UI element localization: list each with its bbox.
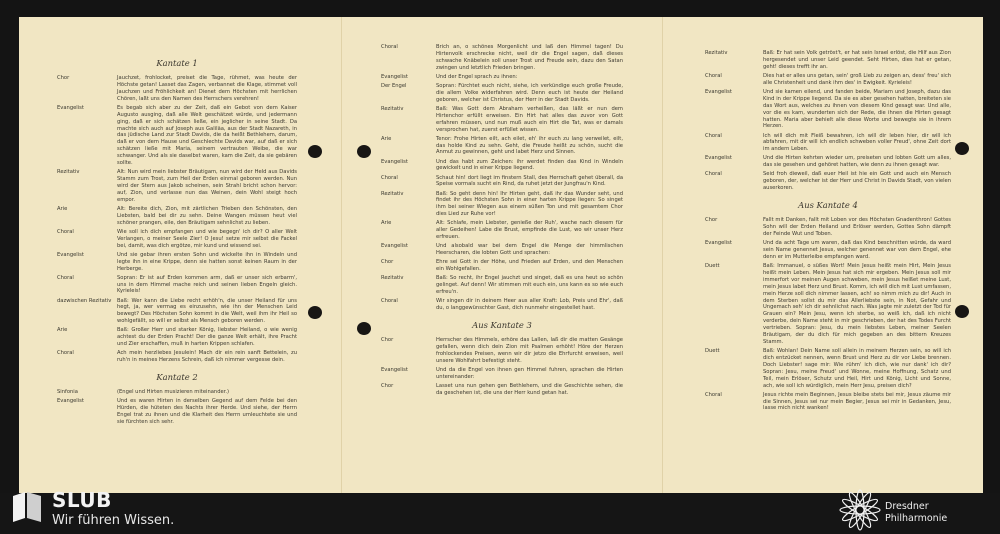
libretto-text: Sopran: Er ist auf Erden kommen arm, daß er unser sich erbarm', uns in dem Himmel mache reich und seinen lieben Engeln gleich. Kyrieleis! [117,274,297,295]
libretto-text: Alt: Nun wird mein liebster Bräutigam, nun wird der Held aus Davids Stamm zum Trost, zum Heil der Erden einmal geboren werden. Nun wird der Stern aus Jakob scheinen, sein Strahl bricht schon hervor: auf, Zion, und verlasse nun das Weinen, dein Wohl steigt hoch empor. [117,169,297,203]
voice-label: Choral [381,44,398,50]
voice-label: Choral [381,174,398,181]
voice-label: Choral [705,391,722,398]
libretto-entry [381,74,623,81]
libretto-entry [705,240,951,261]
voice-label: Evangelist [381,158,408,165]
voice-label: Arie [381,220,392,227]
libretto-entry [705,392,951,413]
libretto-entry [57,206,297,227]
voice-label: Choral [57,228,74,235]
slub-book-icon [9,486,45,526]
libretto-entry [705,155,951,169]
program-sheet [19,17,983,493]
libretto-entry [57,105,297,167]
voice-label: Rezitativ [381,190,404,197]
libretto-entry [57,75,297,103]
voice-label: Choral [705,132,722,139]
libretto-text: Jauchzet, frohlocket, preiset die Tage, rühmet, was heute der Höchste getan! Lasset das Zagen, verbannet die Klage, stimmet voll Jauchzen und Fröhlichkeit an! Dienet dem Höchsten mit herrlichen Chören, laßt uns den Namen des Herrschers verehren! [117,75,297,102]
libretto-entry [705,133,951,154]
voice-label: Chor [381,336,394,343]
voice-label: Choral [705,171,722,178]
philharmonie-name-line1: Dresdner [885,501,929,512]
libretto-text: Baß: Immanuel, o süßes Wort! Mein Jesus heißt mein Hirt, Mein Jesus heißt mein Leben. Mein Jesus hat sich mir ergeben. Mein Jesus soll mir immerfort vor meinen Augen schweben, mein Jesus heißet meine Lust, mein Jesus labet Herz und Brust. Komm, ich will dich mit Lust umfassen, mein Herze soll dich nimmer lassen, ach! so nimm mich zu dir! Auch in dem Sterben sollst du mir das Allerliebste sein, in Not, Gefahr und Ungemach seh' ich dir sehnlichst nach. Was jagte mir zuletzt der Tod für Grauen ein? Mein Jesu, wenn ich sterbe, so weiß ich, daß ich nicht verderbe, dein Name steht in mir geschrieben, der hat des Todes Furcht vertrieben. Sopran: Jesu, du mein liebstes Leben, meiner Seelen Bräutigam, der du dich für mich gegeben an des bittern Kreuzes Stamm. [763,262,951,345]
punch-hole [308,306,322,319]
libretto-text: Und die Hirten kehrten wieder um, preiseten und lobten Gott um alles, das sie gesehen und gehöret hatten, wie denn zu ihnen gesagt war. [763,155,951,169]
voice-label: Rezitativ [57,169,80,176]
libretto-text: Baß: So geht denn hin! Ihr Hirten geht, daß ihr das Wunder seht, und findet ihr des Höchsten Sohn in einer harten Krippe liegen: So singet ihm bei seiner Wiegen aus einem süßen Ton und mit gesamtem Chor dies Lied zur Ruhe vor! [436,190,623,218]
libretto-text: Ach mein herzliebes Jesulein! Mach dir ein rein sanft Bettelein, zu ruh'n in meines Herzens Schrein, daß ich nimmer vergesse dein. [117,350,297,364]
punch-hole [308,145,322,158]
libretto-entry [381,191,623,219]
voice-label: Choral [57,274,74,281]
libretto-entry [381,337,623,365]
punch-hole [955,305,969,318]
voice-label: Evangelist [381,243,408,250]
libretto-text: Baß: Was Gott dem Abraham verheißen, das läßt er nun dem Hirtenchor erfüllt erweisen. Ein Hirt hat alles das zuvor von Gott erfahren müssen, und nun muß auch ein Hirt die Tat, was er damals versprochen hat, zuerst erfüllet wissen. [436,105,623,133]
philharmonie-name-line2: Philharmonie [885,513,948,524]
libretto-text: Fallt mit Danken, fallt mit Loben vor des Höchsten Gnadenthron! Gottes Sohn will der Erden Heiland und Erlöser werden, Gottes Sohn dämpft der Feinde Wut und Toben. [763,217,951,237]
section-heading: Aus Kantate 4 [798,200,858,211]
libretto-text: Baß: Großer Herr und starker König, liebster Heiland, o wie wenig achtest du der Erden Pracht! Der die ganze Welt erhält, ihre Pracht und Zier erschaffen, muß in harten Krippen schlafen. [117,327,297,348]
slub-name: SLUB [52,488,112,512]
libretto-entry [381,259,623,273]
libretto-text: Und da acht Tage um waren, daß das Kind beschnitten würde, da ward sein Name genennet Jesus, welcher genennet war von dem Engel, ehe denn er im Mutterleibe empfangen ward. [763,240,951,260]
libretto-text: Ehre sei Gott in der Höhe, und Frieden auf Erden, und den Menschen ein Wohlgefallen. [436,259,623,273]
libretto-entry [57,327,297,348]
libretto-text: Und es waren Hirten in derselben Gegend auf dem Felde bei den Hürden, die hüteten des Nachts ihrer Herde. Und siehe, der Herrn Engel trat zu ihnen und die Klarheit des Herrn umleuchtete sie und sie fürchten sich sehr. [117,398,297,425]
libretto-entry [57,229,297,250]
libretto-entry [705,89,951,130]
voice-label: Arie [381,135,392,142]
libretto-entry [381,44,623,72]
voice-label: Evangelist [57,398,84,405]
libretto-entry [57,389,297,396]
voice-label: Evangelist [381,73,408,80]
libretto-entry [705,171,951,192]
libretto-entry [381,383,623,397]
voice-label: Der Engel [381,82,407,89]
voice-label: Choral [57,350,74,357]
libretto-entry [57,275,297,296]
libretto-entry [381,220,623,241]
libretto-text: Wir singen dir in deinem Heer aus aller Kraft: Lob, Preis und Ehr', daß du, o langgewünschter Gast, dich nunmehr eingestellet hast. [436,298,623,312]
voice-label: Arie [57,205,68,212]
fold-line [662,17,663,493]
libretto-text: Jesus richte mein Beginnen, Jesus bleibe stets bei mir, Jesus zäume mir die Sinnen, Jesus sei nur mein Begier, Jesus sei mir in Gedanken, Jesu, lasse mich nicht wanken! [763,391,951,412]
section-heading: Kantate 2 [156,372,198,383]
libretto-entry [381,175,623,189]
libretto-entry [381,159,623,173]
voice-label: Evangelist [57,251,84,258]
libretto-text: Baß: Wer kann die Liebe recht erhöh'n, die unser Heiland für uns hegt, ja, wer vermag es einzusehn, wie ihn der Menschen Leid bewegt? Des Höchsten Sohn kommt in die Welt, weil ihm ihr Heil so wohlgefällt, so will er selbst als Mensch geboren werden. [117,297,297,325]
voice-label: Evangelist [705,88,732,95]
voice-label: Choral [381,298,398,305]
libretto-entry [705,73,951,87]
libretto-entry [705,263,951,346]
libretto-entry [381,298,623,312]
libretto-text: Und das habt zum Zeichen: ihr werdet finden das Kind in Windeln gewickelt und in einer Krippe liegend. [436,158,623,172]
libretto-entry [705,348,951,389]
voice-label: dazwischen Rezitativ [57,297,112,304]
libretto-text: Wie soll ich dich empfangen und wie begegn' ich dir? O aller Welt Verlangen, o meiner Seele Zier! O Jesu! setze mir selbst die Fackel bei, damit, was dich ergötze, mir kund und wissend sei. [117,228,297,249]
voice-label: Choral [705,72,722,79]
voice-label: Arie [57,327,68,334]
libretto-text: Brich an, o schönes Morgenlicht und laß den Himmel tagen! Du Hirtenvolk erschrecke nicht, weil dir die Engel sagen, daß dieses schwache Knäbelein soll unser Trost und Freude sein, dazu den Satan zwingen und letztlich Frieden bringen. [436,44,623,71]
fold-line [341,17,342,493]
libretto-text: Und der Engel sprach zu ihnen: [436,73,518,80]
voice-label: Rezitativ [381,275,404,282]
libretto-text: Ich will dich mit Fleiß bewahren, ich will dir leben hier, dir will ich abfahren, mit dir will ich endlich schweben voller Freud', ohne Zeit dort im andern Leben. [763,132,951,153]
libretto-entry [57,398,297,426]
libretto-text: Und sie kamen eilend, und fanden beide, Mariam und Joseph, dazu das Kind in der Krippe liegend. Da sie es aber gesehen hatten, breiteten sie das Wort aus, welches zu ihnen von diesem Kind gesagt war. Und alle, vor die es kam, wunderten sich der Rede, die ihnen die Hirten gesagt hatten. Maria aber behielt alle diese Worte und bewegte sie in ihrem Herzen. [763,88,951,130]
libretto-entry [57,169,297,204]
libretto-text: Baß: Er hat sein Volk getröst't, er hat sein Israel erlöst, die Hilf aus Zion hergesendet und unser Leid geendet. Seht Hirten, dies hat er getan, geht! dieses trefft ihr an. [763,50,951,70]
voice-label: Evangelist [57,104,84,111]
libretto-entry [381,367,623,381]
libretto-text: Sopran: Fürchtet euch nicht, siehe, ich verkündige euch große Freude, die allem Volke widerfahren wird. Denn euch ist heute der Heiland geboren, welcher ist Christus, der Herr in der Stadt Davids. [436,82,623,103]
voice-label: Chor [57,75,70,81]
punch-hole [955,142,969,155]
voice-label: Evangelist [381,366,408,373]
punch-hole [357,145,371,158]
libretto-entry [381,83,623,104]
libretto-text: Alt: Bereite dich, Zion, mit zärtlichen Trieben den Schönsten, den Liebsten, bald bei dir zu sehn. Deine Wangen müssen heut viel schöner prangen, eile, den Bräutigam sehnlichst zu lieben. [117,205,297,226]
voice-label: Chor [381,259,394,266]
libretto-text: Seid froh dieweil, daß euer Heil ist hie ein Gott und auch ein Mensch geboren, der, welcher ist der Herr und Christ in Davids Stadt, von vielen auserkoren. [763,171,951,192]
libretto-entry [381,106,623,134]
voice-label: Evangelist [705,155,732,162]
text-column-right [705,50,951,415]
libretto-text: Dies hat er alles uns getan, sein' groß Lieb zu zeigen an, dess' freu' sich alle Christenheit und dank ihm des' in Ewigkeit. Kyrieleis! [763,72,951,86]
libretto-entry [381,136,623,157]
punch-hole [357,322,371,335]
libretto-text: Baß: So recht, ihr Engel jauchzt und singet, daß es uns heut so schön gelinget. Auf denn! Wir stimmen mit euch ein, uns kann es so wie euch erfreu'n. [436,275,623,296]
libretto-text: Es begab sich aber zu der Zeit, daß ein Gebot von dem Kaiser Augusto ausging, daß alle Welt geschätzet würde, und jedermann ging, daß er sich schätzen ließe, ein jeglicher in seine Stadt. Da machte sich auch auf Joseph aus Galiläa, aus der Stadt Nazareth, in das jüdische Land zur Stadt Davids, die da heißt Bethlehem, darum, daß er von dem Hause und Geschlechte Davids war, auf daß er sich schätzen ließe mit Maria, seinem vertrauten Weibe, die war schwanger. Und als sie daselbst waren, kam die Zeit, da sie gebären sollte. [117,104,297,167]
section-heading: Kantate 1 [156,58,198,68]
text-column-left [57,50,297,428]
libretto-text: Und da die Engel von ihnen gen Himmel fuhren, sprachen die Hirten untereinander: [436,366,623,380]
libretto-text: (Engel und Hirten musizieren miteinander.) [117,389,230,396]
libretto-entry [705,217,951,238]
libretto-text: Tenor: Frohe Hirten eilt, ach eilet, eh' ihr euch zu lang verweilet, eilt, das holde Kind zu sehn. Geht, die Freude heißt zu schön, sucht die Anmut zu gewinnen, geht und labet Herz und Sinnen. [436,135,623,156]
text-column-middle [381,44,623,399]
voice-label: Chor [381,382,394,389]
voice-label: Chor [705,217,718,224]
libretto-entry [57,298,297,326]
libretto-text: Alt: Schlafe, mein Liebster, genieße der Ruh', wache nach diesem für aller Gedeihen! Labe die Brust, empfinde die Lust, wo wir unser Herz erfreuen. [436,220,623,241]
libretto-entry [381,275,623,296]
libretto-entry [57,350,297,364]
voice-label: Rezitativ [381,105,404,112]
voice-label: Rezitativ [705,50,728,56]
libretto-entry [705,50,951,71]
voice-label: Duett [705,262,720,269]
voice-label: Sinfonia [57,389,78,396]
libretto-text: Und sie gebar ihren ersten Sohn und wickelte ihn in Windeln und legte ihn in eine Krippe, denn sie hatten sonst keinen Raum in der Herberge. [117,251,297,272]
voice-label: Duett [705,348,720,355]
libretto-text: Schaut hin! dort liegt im finstern Stall, des Herrschaft gehet überall, da Speise vormals sucht ein Rind, da ruhet jetzt der Jungfrau'n Kind. [436,174,623,188]
libretto-text: Herrscher des Himmels, erhöre das Lallen, laß dir die matten Gesänge gefallen, wenn dich dein Zion mit Psalmen erhöht! Höre der Herzen frohlockendes Preisen, wenn wir dir jetzo die Ehrfurcht erweisen, weil unsere Wohlfahrt befestigt steht. [436,336,623,364]
libretto-text: Lasset uns nun gehen gen Bethlehem, und die Geschichte sehen, die da geschehen ist, die uns der Herr kund getan hat. [436,382,623,396]
voice-label: Evangelist [705,240,732,247]
libretto-text: Und alsobald war bei dem Engel die Menge der himmlischen Heerscharen, die lobten Gott und sprachen: [436,243,623,257]
libretto-entry [57,252,297,273]
libretto-entry [381,243,623,257]
slub-tagline: Wir führen Wissen. [52,513,175,528]
section-heading: Aus Kantate 3 [472,319,532,330]
philharmonie-star-icon [838,486,882,534]
libretto-text: Baß: Wohlan! Dein Name soll allein in meinem Herzen sein, so will ich dich entzücket nennen, wenn Brust und Herz zu dir vor Liebe brennen. Doch Liebster! sage mir: Wie rühm' ich dich, wie nur dank' ich dir? Sopran: Jesu, meine Freud' und Wonne, meine Hoffnung, Schatz und Teil, mein Erlöser, Schutz und Heil, Hirt und König, Licht und Sonne, ach, wie soll ich würdiglich, mein Herr Jesu, preisen dich? [763,348,951,389]
